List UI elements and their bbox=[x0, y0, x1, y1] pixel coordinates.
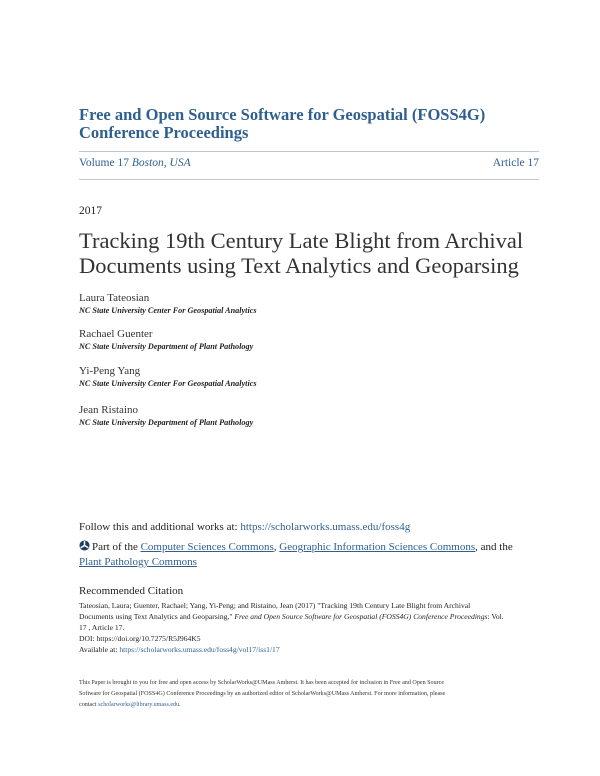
author-name: Yi-Peng Yang bbox=[79, 365, 141, 377]
repository-link[interactable]: https://scholarworks.umass.edu/foss4g bbox=[240, 521, 411, 533]
gis-commons-link[interactable]: Geographic Information Sciences Commons bbox=[279, 541, 476, 553]
notice-line: Software for Geospatial (FOSS4G) Conference Proceedings by an authorized editor of ScholarWorks@UMass Amherst. For more information, please bbox=[79, 691, 446, 697]
author-entry bbox=[79, 403, 253, 428]
publication-year: 2017 bbox=[79, 205, 102, 217]
paper-title bbox=[79, 228, 549, 278]
journal-title[interactable] bbox=[79, 106, 539, 142]
separator: , and the bbox=[475, 541, 513, 553]
volume-info bbox=[79, 157, 191, 169]
author-entry bbox=[79, 364, 257, 389]
citation-line: 17 , Article 17. bbox=[79, 623, 125, 632]
citation-block bbox=[79, 600, 549, 655]
commons-network-icon bbox=[79, 540, 90, 551]
article-url-link[interactable]: https://scholarworks.umass.edu/foss4g/vol17/iss1/17 bbox=[119, 645, 280, 654]
part-of-commons bbox=[79, 540, 549, 570]
contact-prefix: contact bbox=[79, 702, 99, 708]
author-affiliation: NC State University Center For Geospatial Analytics bbox=[79, 379, 257, 388]
author-name: Laura Tateosian bbox=[79, 292, 150, 304]
journal-title-line1[interactable]: Free and Open Source Software for Geospatial (FOSS4G) bbox=[79, 105, 486, 124]
follow-text: Follow this and additional works at: bbox=[79, 521, 241, 533]
citation-line: Tateosian, Laura; Guenter, Rachael; Yang, Yi-Peng; and Ristaino, Jean (2017) "Tracking 19th Century Late Blight from Archival bbox=[79, 601, 471, 610]
author-name: Rachael Guenter bbox=[79, 328, 153, 340]
volume-link[interactable]: Volume 17 bbox=[79, 157, 129, 169]
author-affiliation: NC State University Department of Plant Pathology bbox=[79, 418, 254, 427]
author-entry bbox=[79, 291, 257, 316]
citation-text: Documents using Text Analytics and Geoparsing," bbox=[79, 612, 235, 621]
citation-text: : Vol. bbox=[487, 612, 504, 621]
author-entry bbox=[79, 327, 253, 352]
paper-title-line2: Documents using Text Analytics and Geoparsing bbox=[79, 253, 519, 278]
computer-sciences-commons-link[interactable]: Computer Sciences Commons bbox=[140, 541, 274, 553]
notice-line bbox=[79, 700, 549, 711]
part-of-prefix: Part of the bbox=[92, 541, 141, 553]
header-divider-top bbox=[79, 151, 539, 152]
notice-end: . bbox=[179, 702, 181, 708]
author-affiliation: NC State University Center For Geospatial Analytics bbox=[79, 306, 257, 315]
citation-available bbox=[79, 644, 549, 655]
separator: , bbox=[273, 541, 280, 553]
journal-title-line2[interactable]: Conference Proceedings bbox=[79, 123, 249, 142]
article-link[interactable]: Article 17 bbox=[492, 157, 539, 169]
author-name: Jean Ristaino bbox=[79, 404, 138, 416]
plant-pathology-commons-link[interactable]: Plant Pathology Commons bbox=[79, 556, 197, 568]
notice-line: This Paper is brought to you for free and open access by ScholarWorks@UMass Amherst. It has been accepted for inclusion in Free and Open Source bbox=[79, 680, 445, 686]
header-divider-bottom bbox=[79, 179, 539, 180]
citation-doi[interactable]: DOI: https://doi.org/10.7275/R5J964K5 bbox=[79, 634, 201, 643]
citation-heading: Recommended Citation bbox=[79, 585, 184, 597]
contact-email-link[interactable]: scholarworks@library.umass.edu bbox=[98, 702, 180, 708]
access-notice bbox=[79, 678, 549, 711]
follow-line bbox=[79, 521, 410, 533]
author-affiliation: NC State University Department of Plant Pathology bbox=[79, 342, 254, 351]
citation-line bbox=[79, 611, 549, 622]
location-link[interactable]: Boston, USA bbox=[131, 157, 191, 169]
paper-title-line1: Tracking 19th Century Late Blight from Archival bbox=[79, 228, 524, 253]
citation-journal: Free and Open Source Software for Geospatial (FOSS4G) Conference Proceedings bbox=[234, 612, 488, 621]
available-label: Available at: bbox=[79, 645, 120, 654]
